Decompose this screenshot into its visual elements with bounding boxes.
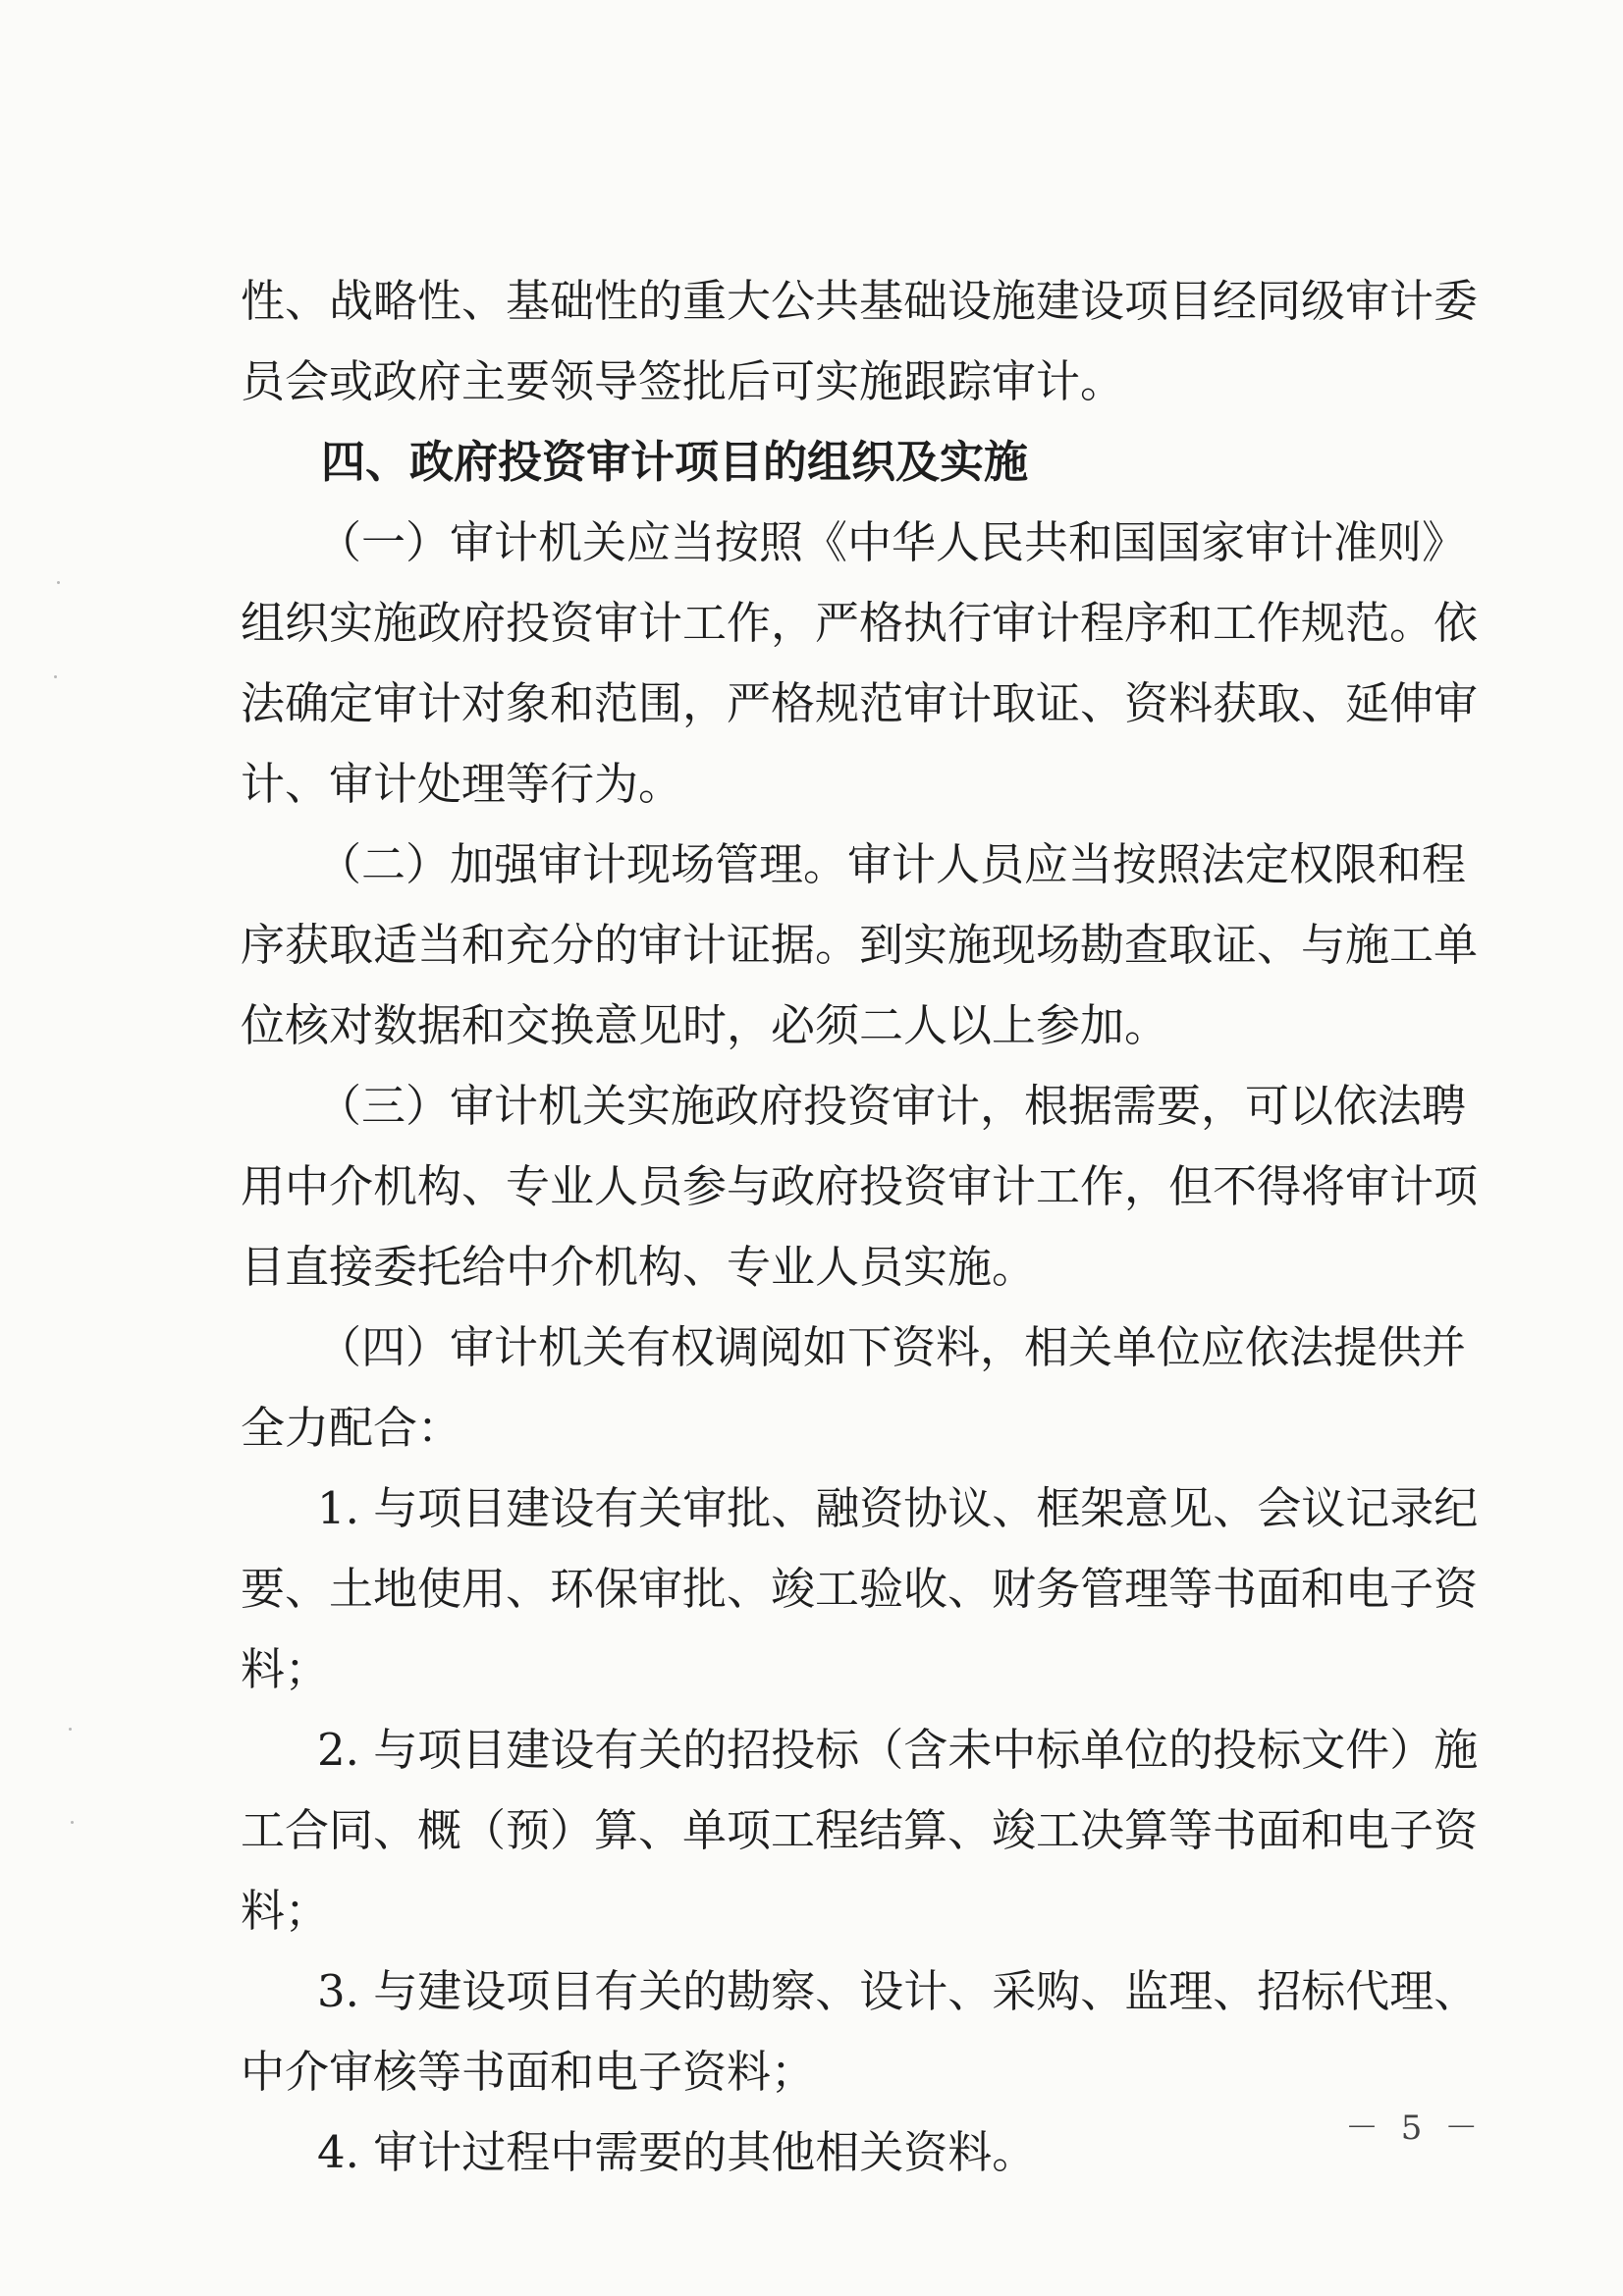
text-line: （三）审计机关实施政府投资审计，根据需要，可以依法聘 [317, 1080, 1467, 1132]
text-line: 料； [241, 1885, 330, 1937]
text-line: （四）审计机关有权调阅如下资料，相关单位应依法提供并 [317, 1321, 1467, 1373]
text-line: 料； [241, 1643, 330, 1695]
scan-speck [71, 1821, 74, 1824]
list-item-line: 4. 审计过程中需要的其他相关资料。 [317, 2126, 1037, 2178]
text-line: 性、战略性、基础性的重大公共基础设施建设项目经同级审计委 [241, 275, 1479, 327]
section-heading: 四、政府投资审计项目的组织及实施 [321, 436, 1029, 488]
list-item-line: 1. 与项目建设有关审批、融资协议、框架意见、会议记录纪 [317, 1482, 1479, 1534]
text-line: 位核对数据和交换意见时，必须二人以上参加。 [241, 999, 1169, 1051]
text-line: 中介审核等书面和电子资料； [241, 2046, 816, 2098]
text-line: 要、土地使用、环保审批、竣工验收、财务管理等书面和电子资 [241, 1563, 1479, 1615]
list-item-line: 3. 与建设项目有关的勘察、设计、采购、监理、招标代理、 [317, 1965, 1479, 2017]
scan-speck [69, 1728, 72, 1731]
page-number: － 5 － [1345, 2109, 1485, 2148]
text-line: （一）审计机关应当按照《中华人民共和国国家审计准则》 [317, 516, 1467, 568]
text-line: 计、审计处理等行为。 [241, 758, 683, 810]
text-line: 组织实施政府投资审计工作，严格执行审计程序和工作规范。依 [241, 597, 1479, 649]
scan-speck [54, 675, 57, 678]
text-line: 序获取适当和充分的审计证据。到实施现场勘查取证、与施工单 [241, 919, 1479, 971]
text-line: （二）加强审计现场管理。审计人员应当按照法定权限和程 [317, 838, 1467, 890]
text-line: 工合同、概（预）算、单项工程结算、竣工决算等书面和电子资 [241, 1804, 1479, 1856]
text-line: 员会或政府主要领导签批后可实施跟踪审计。 [241, 355, 1125, 407]
document-body [241, 261, 1479, 2193]
text-line: 法确定审计对象和范围，严格规范审计取证、资料获取、延伸审 [241, 677, 1479, 729]
list-item-line: 2. 与项目建设有关的招投标（含未中标单位的投标文件）施 [317, 1724, 1479, 1776]
text-line: 用中介机构、专业人员参与政府投资审计工作，但不得将审计项 [241, 1160, 1479, 1212]
text-line: 全力配合： [241, 1402, 462, 1454]
scan-speck [57, 581, 60, 584]
text-line: 目直接委托给中介机构、专业人员实施。 [241, 1241, 1037, 1293]
